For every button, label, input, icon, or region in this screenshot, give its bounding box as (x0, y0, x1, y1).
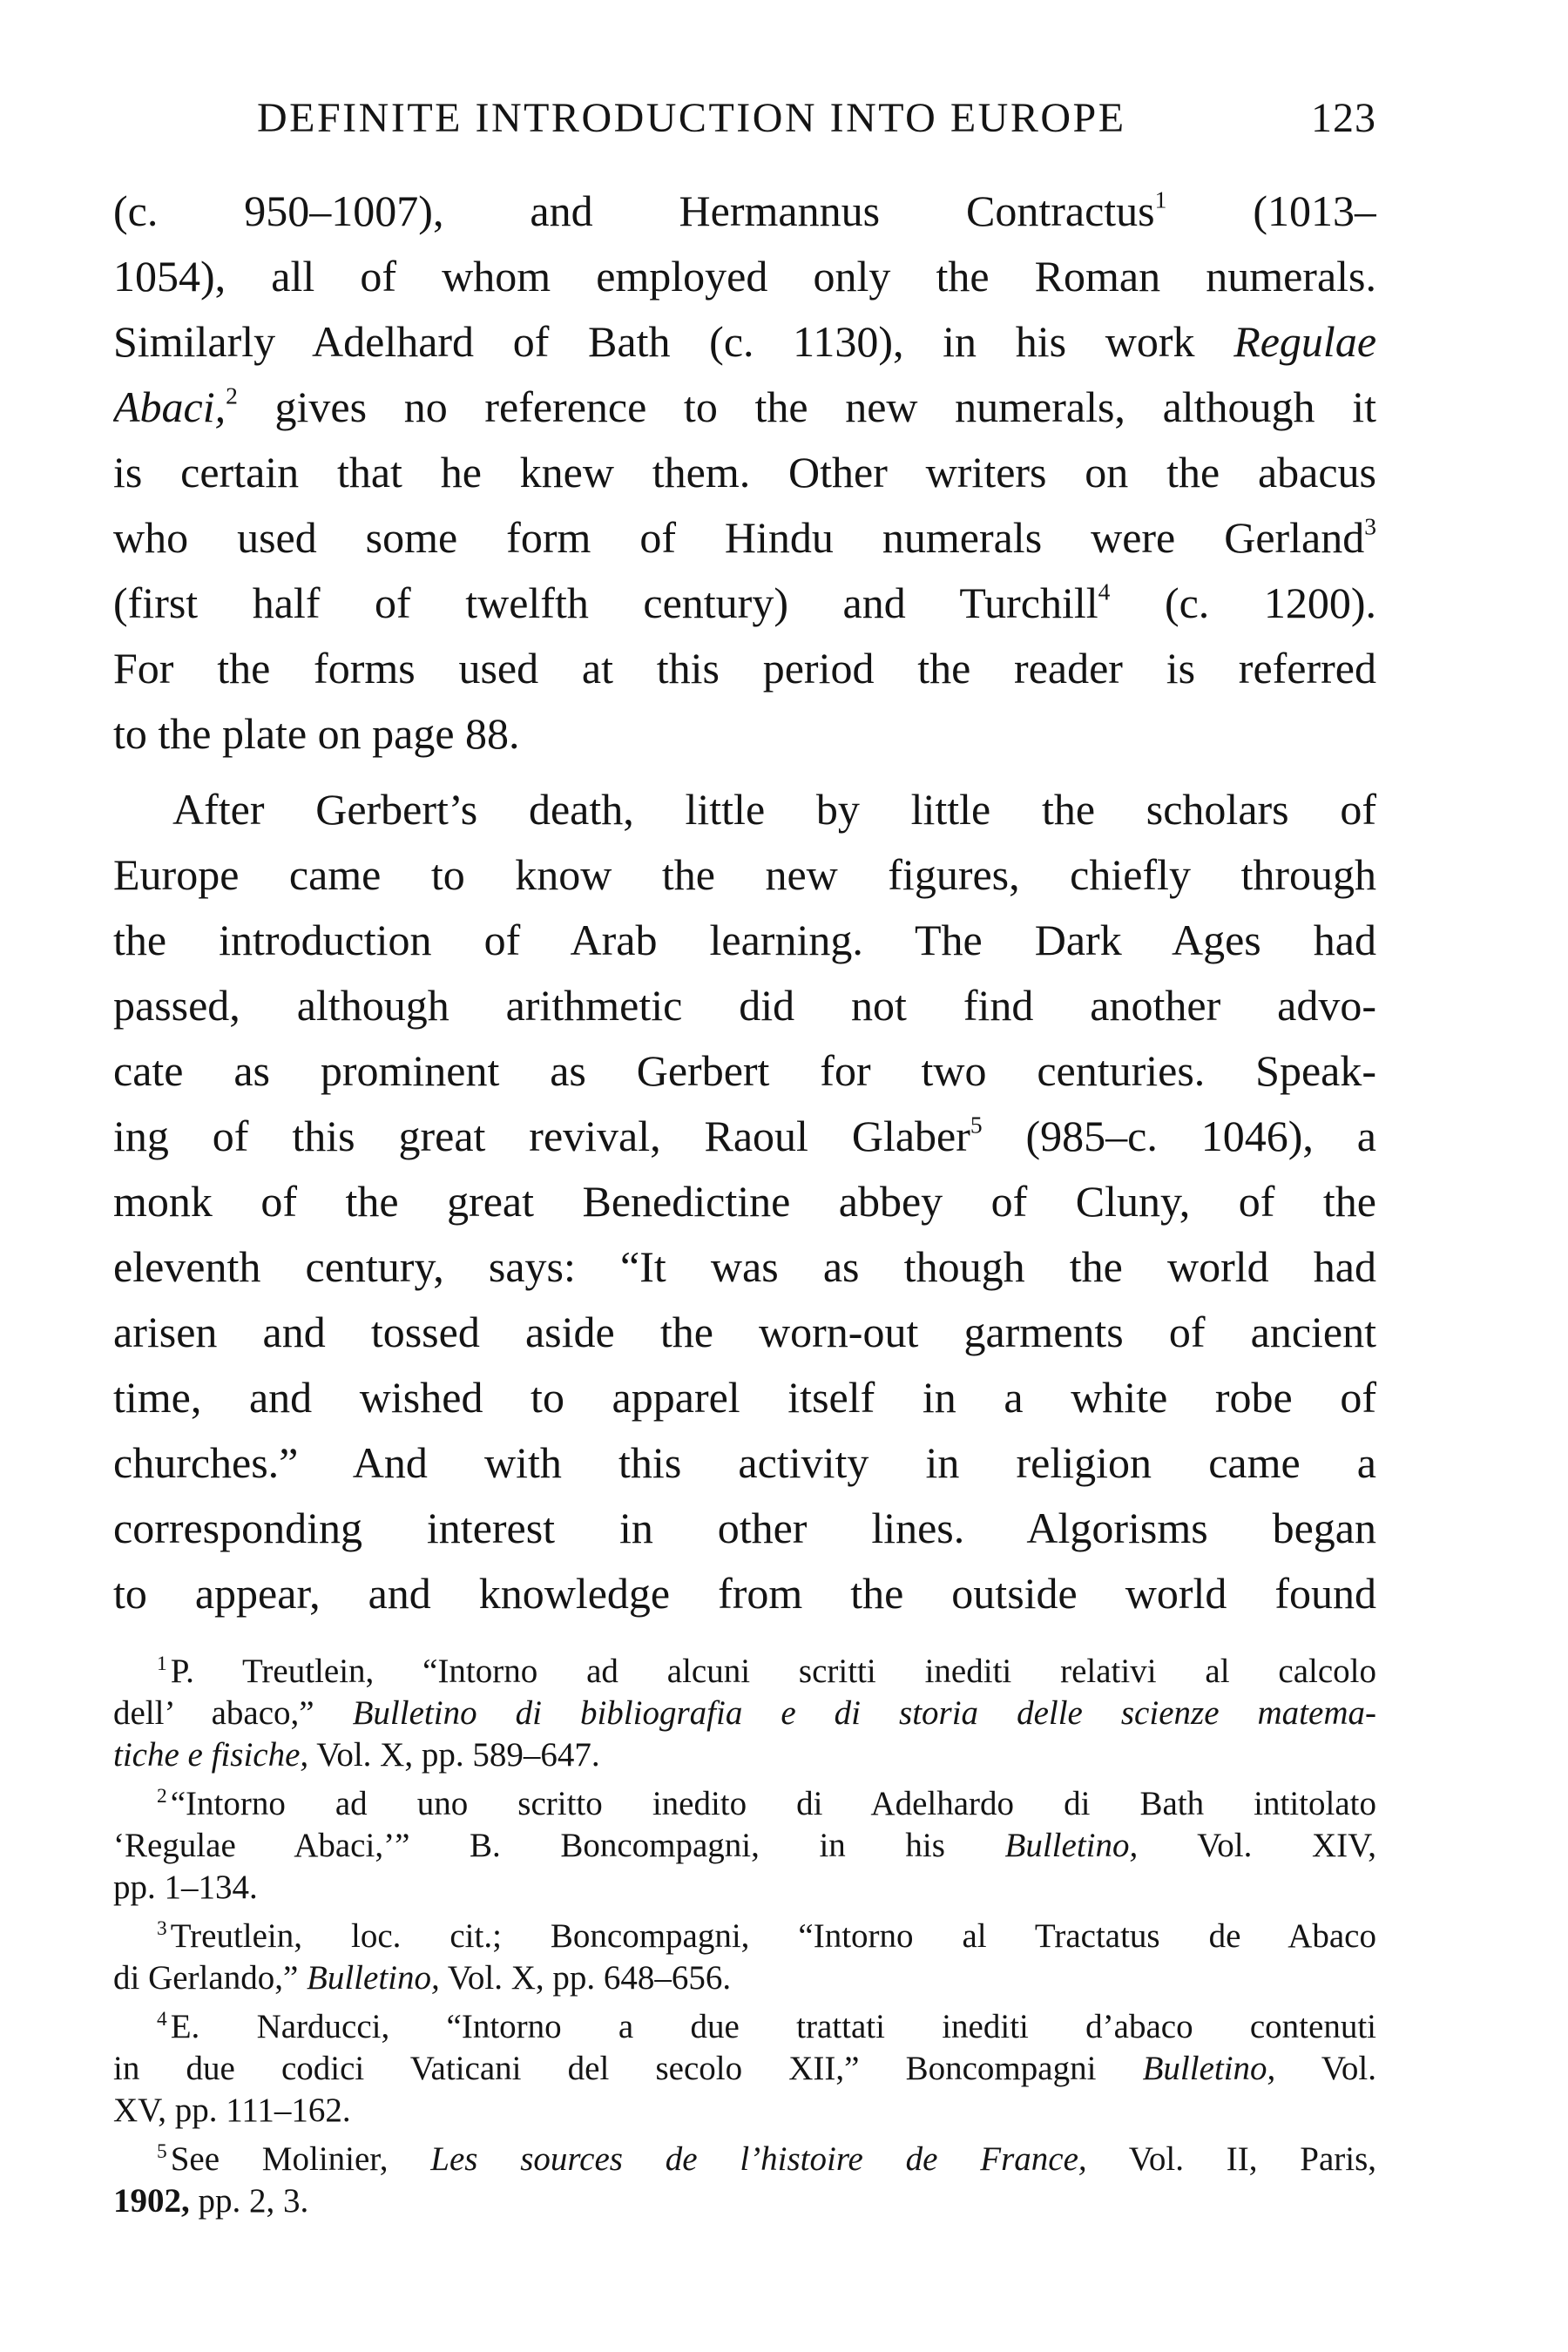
footnote-2: $^2$ “Intorno ad uno scritto inedito di Adelhardo di Bath intitolato ‘Regulae Abaci,’” B. Boncompagni, in his Bulletino, Vol. XIV, pp. 1–134. (113, 1784, 1376, 1906)
text-line: who used some form of Hindu numerals were Gerland$^3$ (113, 512, 1376, 562)
text-line: to the plate on page 88. (113, 709, 520, 758)
text-line: churches.” And with this activity in religion came a (113, 1438, 1376, 1487)
text-line: monk of the great Benedictine abbey of Cluny, of the (113, 1177, 1376, 1226)
text-line: (first half of twelfth century) and Turchill$^4$ (c. 1200). (113, 578, 1376, 627)
text-line: For the forms used at this period the reader is referred (113, 644, 1376, 693)
text-line: Europe came to know the new figures, chiefly through (113, 850, 1376, 899)
running-head-title: DEFINITE INTRODUCTION INTO EUROPE (257, 95, 1126, 141)
text-line: ing of this great revival, Raoul Glaber$^5$ (985–c. 1046), a (113, 1111, 1376, 1160)
text-line: eleventh century, says: “It was as though the world had (113, 1242, 1376, 1291)
page-number: 123 (1311, 95, 1376, 141)
body-text (113, 179, 1376, 1626)
text-line: cate as prominent as Gerbert for two centuries. Speak- (113, 1046, 1376, 1095)
text-line: (c. 950–1007), and Hermannus Contractus$^1$ (1013– (113, 186, 1376, 235)
text-line: is certain that he knew them. Other writers on the abacus (113, 448, 1376, 497)
text-line: 1054), all of whom employed only the Roman numerals. (113, 252, 1376, 301)
footnote-4: $^4$ E. Narducci, “Intorno a due trattati inediti d’abaco contenuti in due codici Vaticani del secolo XII,” Boncompagni Bulletino, Vol. XV, pp. 111–162. (113, 2007, 1376, 2129)
footnotes (113, 1651, 1376, 2222)
text-line: Abaci,$^2$ gives no reference to the new numerals, although it (113, 382, 1376, 431)
text-line: time, and wished to apparel itself in a white robe of (113, 1373, 1376, 1422)
text-line: passed, although arithmetic did not find another advo- (113, 981, 1376, 1030)
paragraph-start: After Gerbert’s death, little by little the scholars of (172, 785, 1376, 834)
footnote-1: $^1$ P. Treutlein, “Intorno ad alcuni scritti inediti relativi al calcolo dell’ abaco,” Bulletino di bibliografia e di storia delle scienze matema- tiche e fisiche, Vol. X, pp. 589–647. (113, 1652, 1376, 1774)
text-line: to appear, and knowledge from the outside world found (113, 1569, 1376, 1618)
text-line: corresponding interest in other lines. Algorisms began (113, 1504, 1376, 1552)
text-line: arisen and tossed aside the worn-out garments of ancient (113, 1308, 1376, 1356)
text-line: Similarly Adelhard of Bath (c. 1130), in his work Regulae (113, 317, 1376, 366)
footnote-3: $^3$ Treutlein, loc. cit.; Boncompagni, “Intorno al Tractatus de Abaco di Gerlando,” Bulletino, Vol. X, pp. 648–656. (113, 1916, 1376, 1997)
text-line: the introduction of Arab learning. The Dark Ages had (113, 916, 1376, 964)
running-head (113, 94, 1376, 157)
footnote-5: $^5$ See Molinier, Les sources de l’histoire de France, Vol. II, Paris, 1902, pp. 2, 3. (113, 2139, 1376, 2220)
